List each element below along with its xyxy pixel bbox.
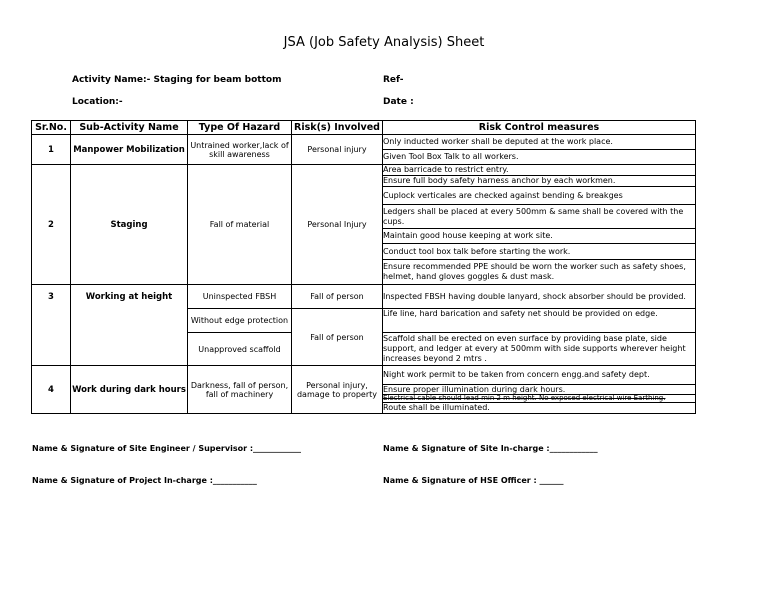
risk-cell: Personal injury, damage to property bbox=[292, 366, 383, 414]
table-row bbox=[32, 285, 696, 309]
control-measure-cell: Life line, hard barication and safety net should be provided on edge. bbox=[383, 309, 696, 333]
control-measure-cell: Given Tool Box Talk to all workers. bbox=[383, 150, 696, 165]
control-measure-cell: Ledgers shall be placed at every 500mm & same shall be covered with the cups. bbox=[383, 205, 696, 229]
hazard-cell: Untrained worker,lack of skill awareness bbox=[188, 135, 292, 165]
sr-no-cell: 2 bbox=[32, 165, 71, 285]
col-sr-no: Sr.No. bbox=[32, 121, 71, 135]
col-risks: Risk(s) Involved bbox=[292, 121, 383, 135]
hazard-cell: Unapproved scaffold bbox=[188, 333, 292, 366]
risk-cell: Personal injury bbox=[292, 135, 383, 165]
hazard-cell: Darkness, fall of person, fall of machinery bbox=[188, 366, 292, 414]
hazard-cell: Fall of material bbox=[188, 165, 292, 285]
sub-activity-cell: Working at height bbox=[71, 285, 188, 366]
sub-activity-cell: Work during dark hours bbox=[71, 366, 188, 414]
ref-label: Ref- bbox=[383, 75, 404, 85]
col-sub-activity: Sub-Activity Name bbox=[71, 121, 188, 135]
hse-officer-signature: Name & Signature of HSE Officer : ______ bbox=[383, 476, 564, 485]
table-row bbox=[32, 135, 696, 150]
project-incharge-signature: Name & Signature of Project In-charge :___________ bbox=[32, 476, 257, 485]
site-engineer-signature: Name & Signature of Site Engineer / Supervisor :____________ bbox=[32, 444, 302, 453]
control-measure-cell: Cuplock verticales are checked against bending & breakges bbox=[383, 187, 696, 205]
control-measure-cell: Only inducted worker shall be deputed at the work place. bbox=[383, 135, 696, 150]
control-measure-cell: Night work permit to be taken from concern engg.and safety dept. bbox=[383, 366, 696, 385]
risk-cell: Fall of person bbox=[292, 285, 383, 309]
control-measure-cell: Conduct tool box talk before starting the work. bbox=[383, 244, 696, 260]
control-measure-cell: Ensure proper illumination during dark hours. bbox=[383, 385, 696, 395]
risk-cell: Fall of person bbox=[292, 309, 383, 366]
page-title: JSA (Job Safety Analysis) Sheet bbox=[283, 35, 485, 50]
date-label: Date : bbox=[383, 97, 414, 107]
control-measure-cell: Ensure full body safety harness anchor by each workmen. bbox=[383, 176, 696, 187]
activity-name: Activity Name:- Staging for beam bottom bbox=[72, 75, 282, 85]
sr-no-cell: 3 bbox=[32, 285, 71, 366]
control-measure-cell: Electrical cable should lead min 2 m height. No exposed electrical wire Earthing. bbox=[383, 395, 696, 403]
sr-no-cell: 1 bbox=[32, 135, 71, 165]
control-measure-cell: Inspected FBSH having double lanyard, shock absorber should be provided. bbox=[383, 285, 696, 309]
col-control-measures: Risk Control measures bbox=[383, 121, 696, 135]
control-measure-cell: Maintain good house keeping at work site. bbox=[383, 229, 696, 244]
hazard-cell: Without edge protection bbox=[188, 309, 292, 333]
location-label: Location:- bbox=[72, 97, 123, 107]
col-hazard-type: Type Of Hazard bbox=[188, 121, 292, 135]
hazard-cell: Uninspected FBSH bbox=[188, 285, 292, 309]
sub-activity-cell: Manpower Mobilization bbox=[71, 135, 188, 165]
risk-cell: Personal Injury bbox=[292, 165, 383, 285]
control-measure-cell: Route shall be illuminated. bbox=[383, 403, 696, 414]
table-row bbox=[32, 165, 696, 176]
jsa-table bbox=[31, 120, 696, 414]
sub-activity-cell: Staging bbox=[71, 165, 188, 285]
control-measure-cell: Ensure recommended PPE should be worn the worker such as safety shoes, helmet, hand gloves goggles & dust mask. bbox=[383, 260, 696, 285]
site-incharge-signature: Name & Signature of Site In-charge :____________ bbox=[383, 444, 598, 453]
control-measure-cell: Scaffold shall be erected on even surface by providing base plate, side support, and ledger at every at 500mm with side supports wherever height increases beyond 2 mtrs . bbox=[383, 333, 696, 366]
table-row bbox=[32, 366, 696, 385]
table-header-row bbox=[32, 121, 696, 135]
control-measure-cell: Area barricade to restrict entry. bbox=[383, 165, 696, 176]
sr-no-cell: 4 bbox=[32, 366, 71, 414]
